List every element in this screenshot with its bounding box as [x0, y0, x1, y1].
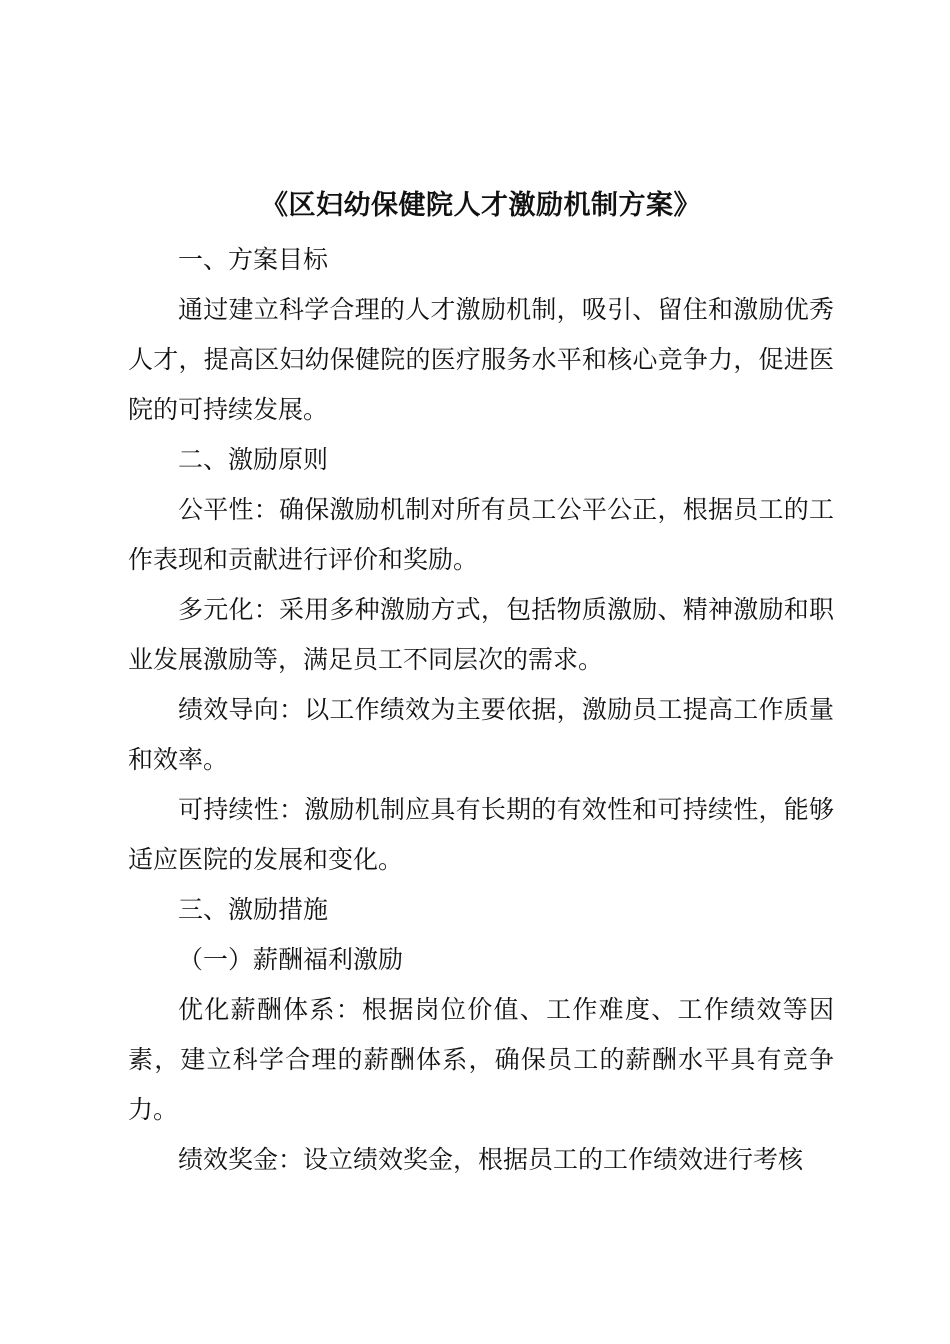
- paragraph-goals: 通过建立科学合理的人才激励机制，吸引、留住和激励优秀人才，提高区妇幼保健院的医疗服务水平和核心竞争力，促进医院的可持续发展。: [128, 295, 834, 424]
- subsection-heading-pay-benefits: （一）薪酬福利激励: [178, 945, 404, 974]
- section-heading-goals: 一、方案目标: [178, 245, 329, 274]
- document-title: 《区妇幼保健院人才激励机制方案》: [261, 190, 701, 221]
- section-heading-measures: 三、激励措施: [178, 895, 329, 924]
- paragraph-diversity: 多元化：采用多种激励方式，包括物质激励、精神激励和职业发展激励等，满足员工不同层次的需求。: [128, 595, 834, 674]
- section-heading-principles: 二、激励原则: [178, 445, 329, 474]
- paragraph-sustainability: 可持续性：激励机制应具有长期的有效性和可持续性，能够适应医院的发展和变化。: [128, 795, 834, 874]
- paragraph-performance-bonus: 绩效奖金：设立绩效奖金，根据员工的工作绩效进行考核: [178, 1145, 804, 1174]
- paragraph-fairness: 公平性：确保激励机制对所有员工公平公正，根据员工的工作表现和贡献进行评价和奖励。: [128, 495, 834, 574]
- document-body: [128, 180, 834, 1185]
- paragraph-pay-system: 优化薪酬体系：根据岗位价值、工作难度、工作绩效等因素，建立科学合理的薪酬体系，确保员工的薪酬水平具有竞争力。: [128, 995, 834, 1124]
- paragraph-performance: 绩效导向：以工作绩效为主要依据，激励员工提高工作质量和效率。: [128, 695, 834, 774]
